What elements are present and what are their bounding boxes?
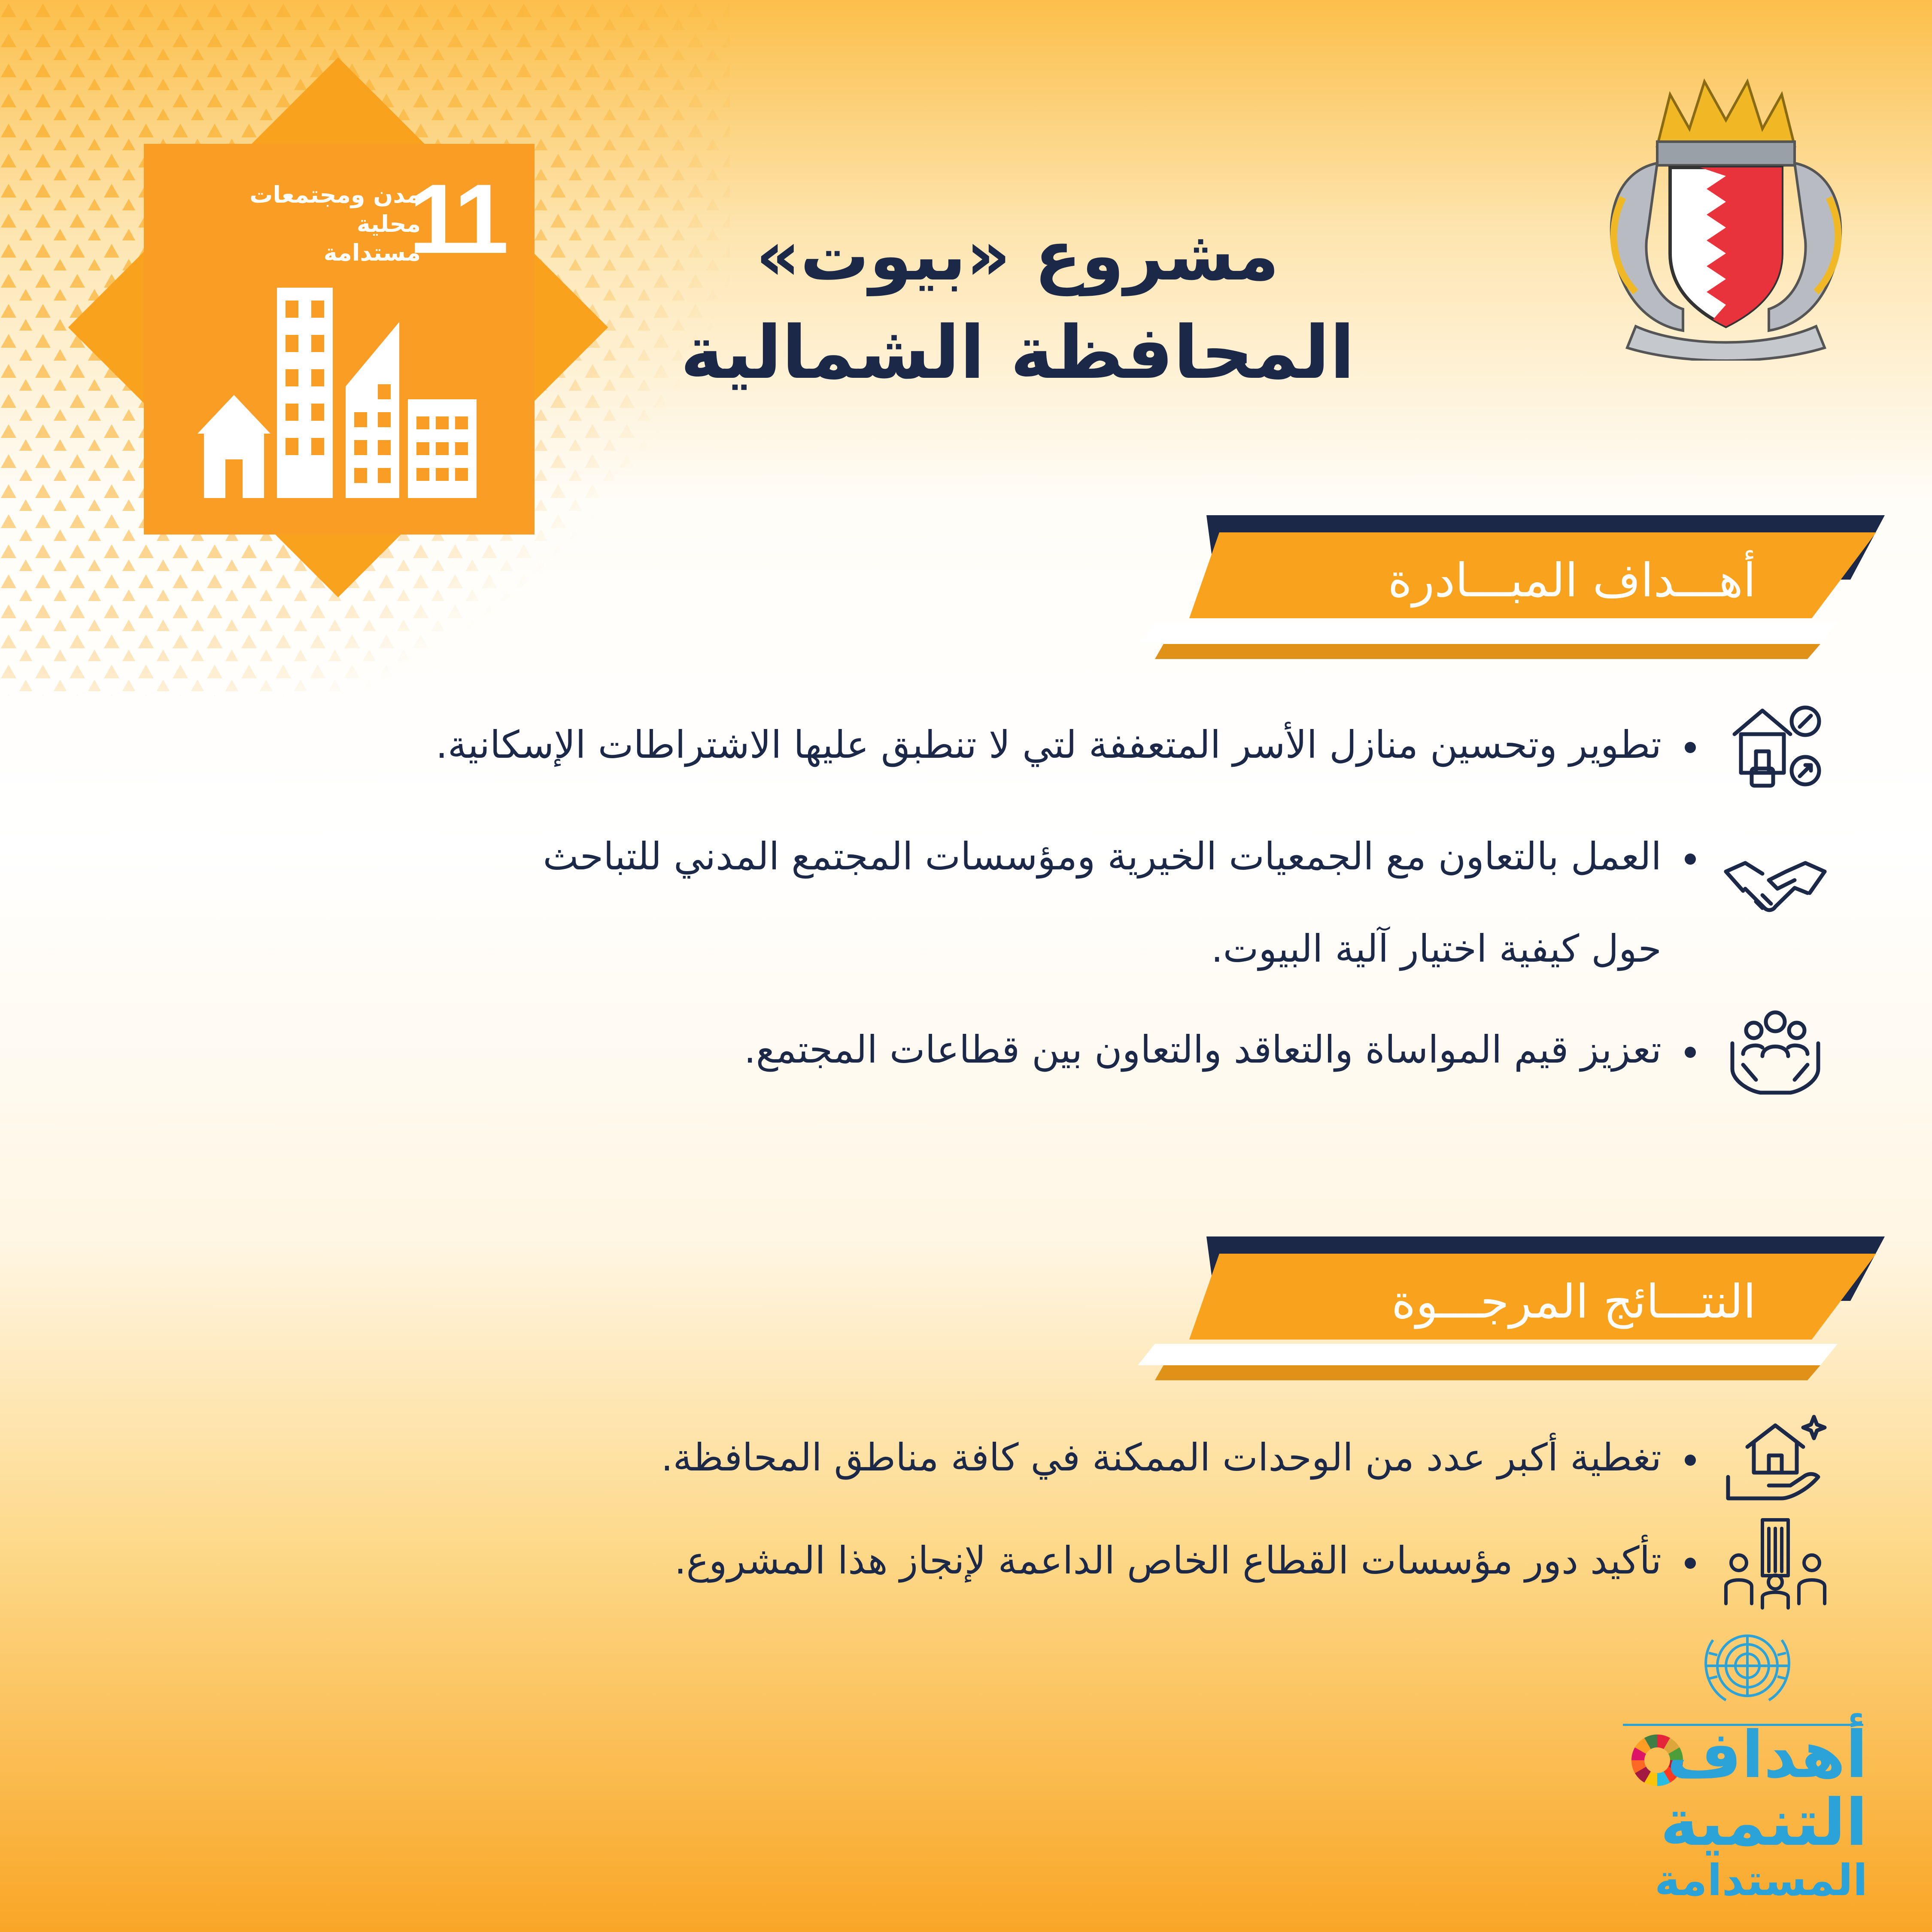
list-item — [436, 696, 1829, 794]
sdg-label — [180, 180, 421, 267]
bahrain-police-emblem — [1597, 69, 1855, 361]
result-item-text: تغطية أكبر عدد من الوحدات الممكنة في كافة مناطق المحافظة. — [661, 1408, 1696, 1507]
business-people-building-icon — [1722, 1511, 1829, 1610]
sdg-number: 11 — [408, 164, 504, 274]
goals-section-banner — [1121, 515, 1885, 670]
sdg-badge — [144, 144, 535, 535]
list-item — [744, 1000, 1829, 1099]
title-line1: مشروع «بيوت» — [756, 216, 1279, 296]
community-hands-icon — [1722, 1000, 1829, 1099]
house-in-hand-icon — [1722, 1408, 1829, 1507]
sdg-label-line1: مدن ومجتمعات محلية — [249, 181, 421, 237]
sdg-logo-text — [1654, 1718, 1868, 1905]
list-item — [661, 1408, 1829, 1507]
goal-item-text: تعزيز قيم المواساة والتعاقد والتعاون بين قطاعات المجتمع. — [744, 1000, 1696, 1099]
list-item — [674, 1511, 1829, 1610]
goal-item-text — [543, 807, 1696, 992]
sdg-logo-line2: التنمية — [1660, 1785, 1868, 1860]
sdg-logo-line3: المستدامة — [1654, 1855, 1868, 1905]
goal-item-text-line2: حول كيفية اختيار آلية البيوت. — [1211, 927, 1662, 971]
results-heading: النتـــائج المرجـــوة — [1391, 1275, 1756, 1329]
house-repair-icon — [1722, 696, 1829, 794]
page-title — [631, 215, 1404, 401]
title-line2: المحافظة الشمالية — [680, 310, 1355, 395]
goals-heading: أهـــداف المبـــادرة — [1388, 554, 1756, 608]
goal-item-text: تطوير وتحسين منازل الأسر المتعففة لتي لا تنطبق عليها الاشتراطات الإسكانية. — [436, 696, 1696, 794]
sdg-logo-line1: أهداف — [1667, 1718, 1868, 1792]
result-item-text: تأكيد دور مؤسسات القطاع الخاص الداعمة لإنجاز هذا المشروع. — [674, 1511, 1696, 1610]
un-emblem-icon — [1674, 1614, 1820, 1735]
city-buildings-icon — [197, 288, 483, 498]
results-section-banner — [1121, 1236, 1885, 1391]
handshake-icon — [1722, 837, 1829, 936]
goal-item-text-line1: العمل بالتعاون مع الجمعيات الخيرية ومؤسسات المجتمع المدني للتباحث — [543, 834, 1662, 878]
sdg-label-line2: مستدامة — [323, 239, 421, 266]
list-item — [543, 807, 1829, 992]
